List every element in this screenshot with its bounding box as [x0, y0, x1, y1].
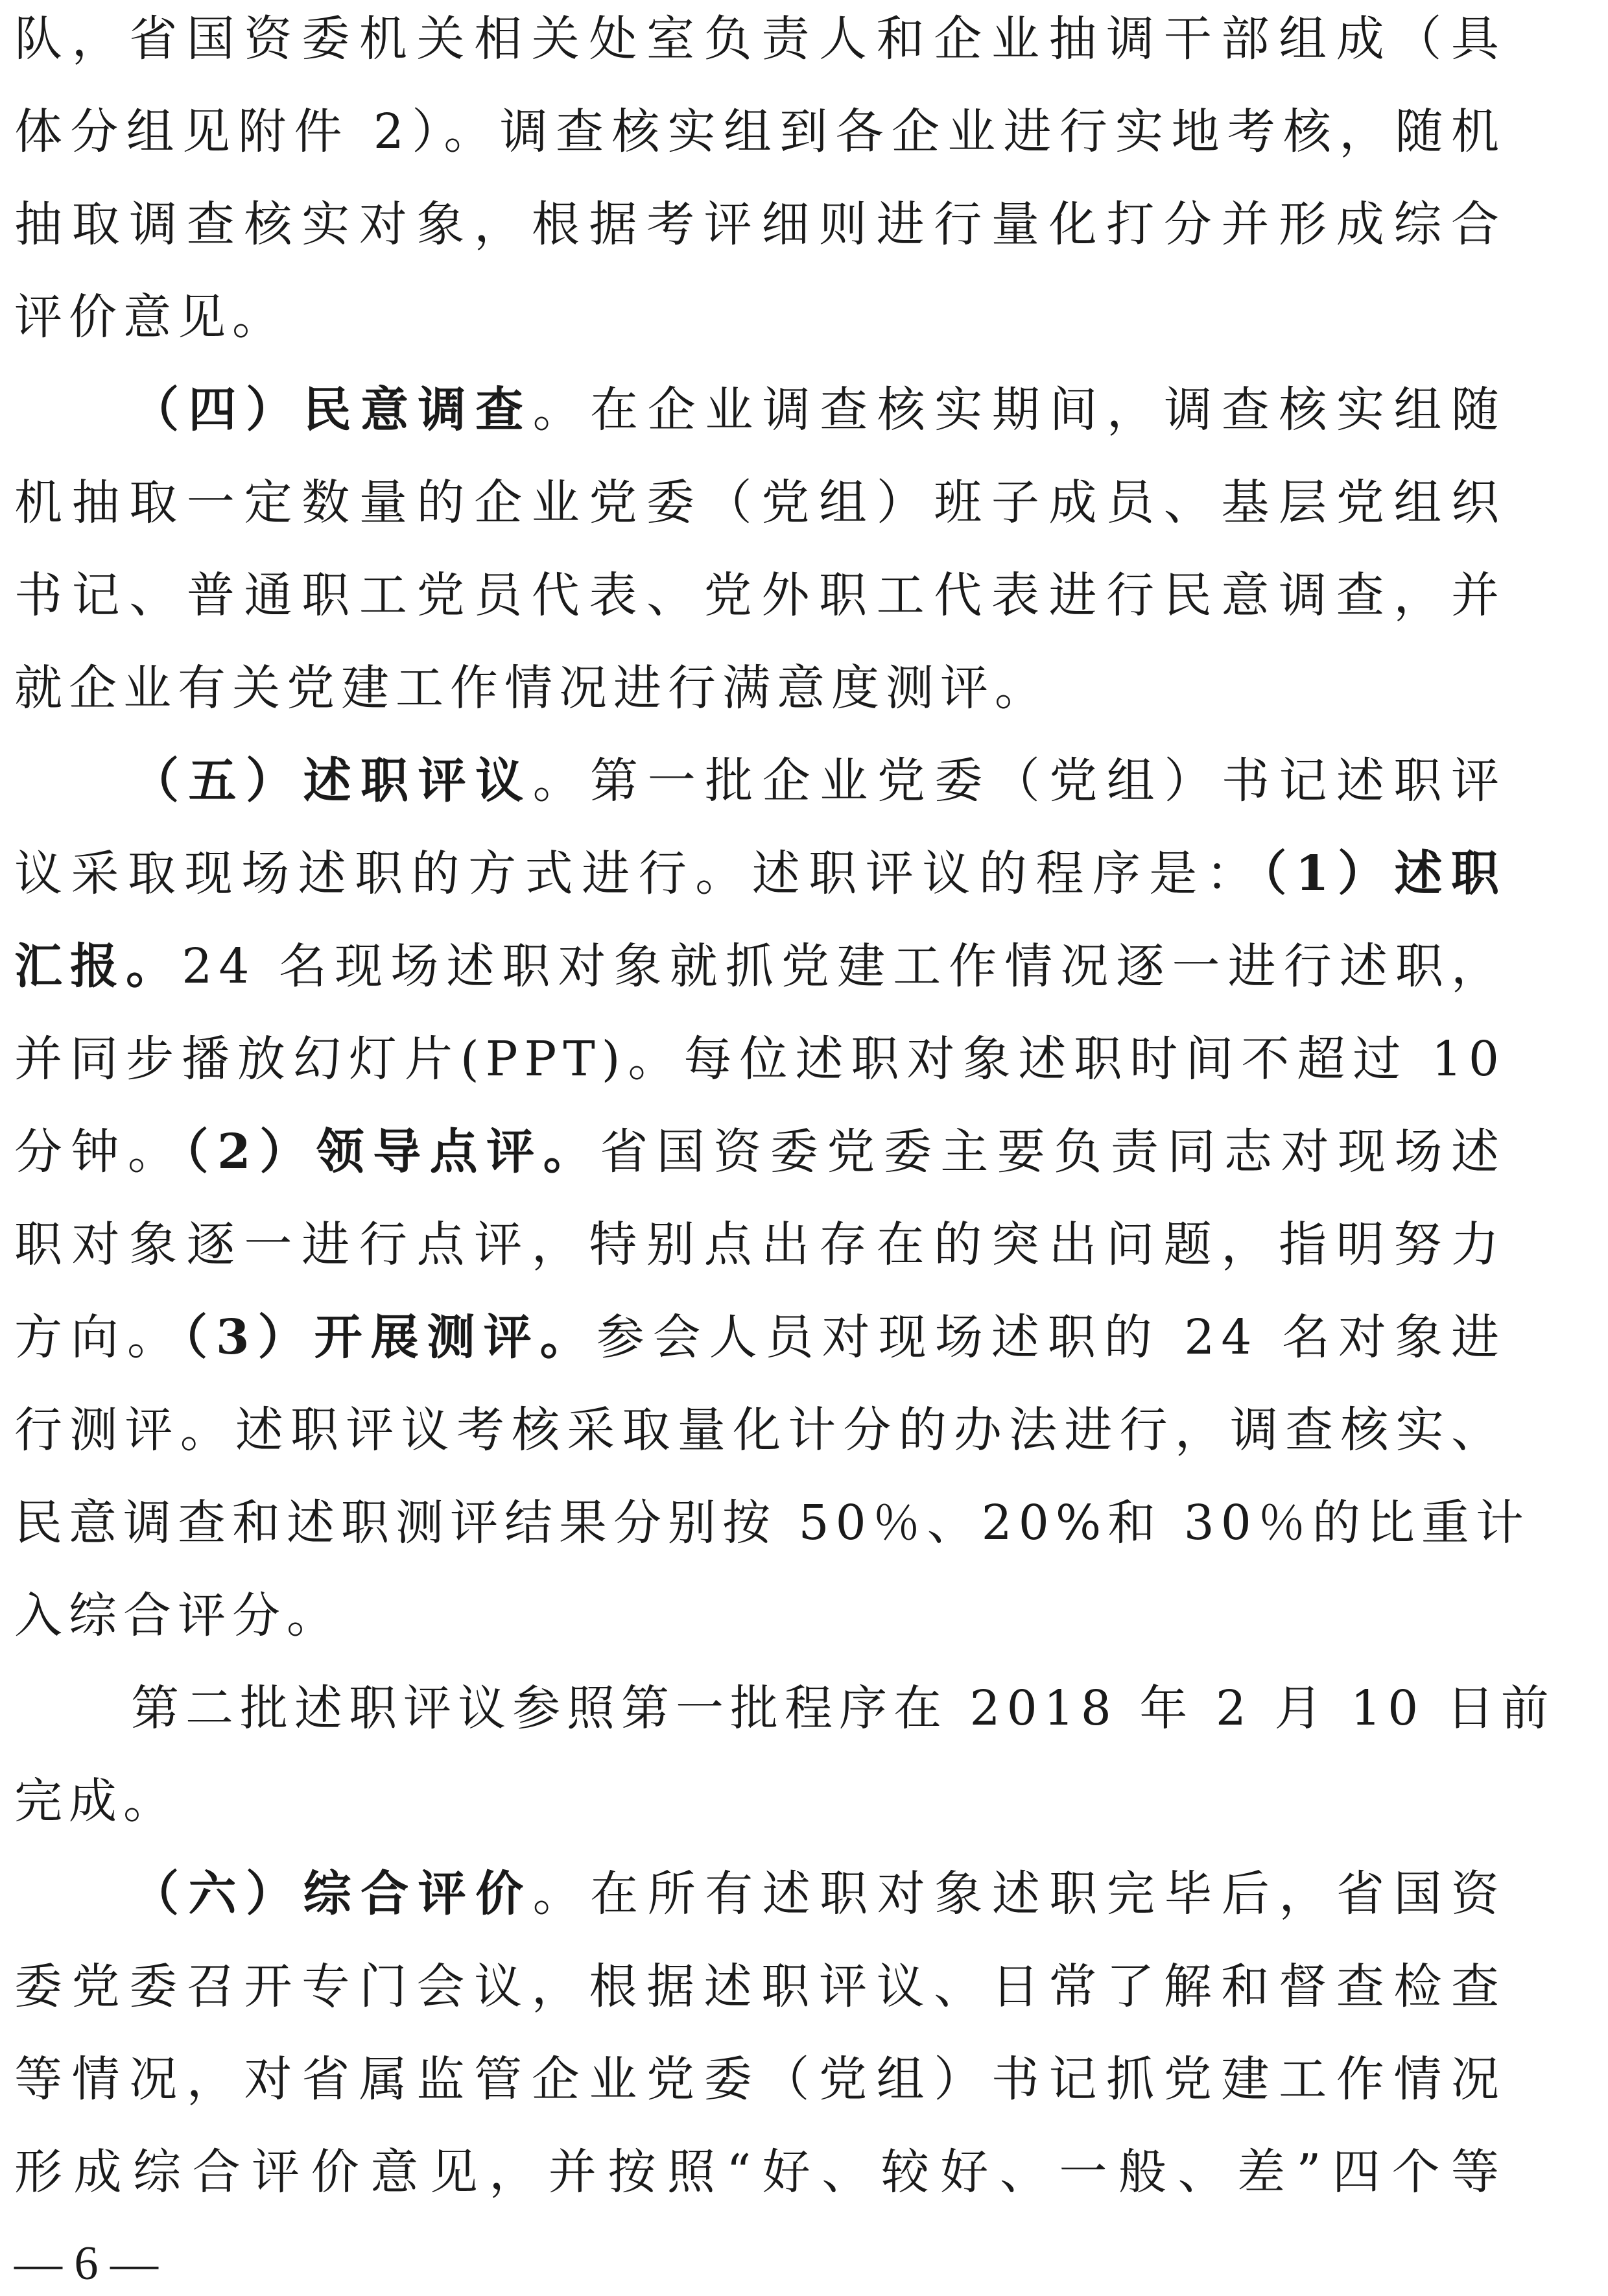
- section-heading-line: （五）述职评议。第一批企业党委（党组）书记述职评: [131, 753, 1506, 809]
- text-line: 委党委召开专门会议，根据述职评议、日常了解和督查检查: [14, 1959, 1506, 2015]
- text-line: 并同步播放幻灯片(PPT)。每位述职对象述职时间不超过 10: [14, 1031, 1506, 1087]
- text-line: 评价意见。: [14, 289, 287, 345]
- text-line: 职对象逐一进行点评，特别点出存在的突出问题，指明努力: [14, 1217, 1506, 1273]
- text-line: 等情况，对省属监管企业党委（党组）书记抓党建工作情况: [14, 2051, 1506, 2107]
- text-line: 体分组见附件 2）。调查核实组到各企业进行实地考核，随机: [14, 104, 1506, 160]
- section-heading: （六）综合评价: [131, 1866, 533, 1922]
- text-line: 方向。（3）开展测评。参会人员对现场述职的 24 名对象进: [14, 1309, 1506, 1365]
- text-line: 队，省国资委机关相关处室负责人和企业抽调干部组成（具: [14, 11, 1506, 67]
- section-heading-line: （四）民意调查。在企业调查核实期间，调查核实组随: [131, 382, 1506, 438]
- text-line: 形成综合评价意见，并按照“好、较好、一般、差”四个等: [14, 2144, 1506, 2200]
- text-line: 议采取现场述职的方式进行。述职评议的程序是：（1）述职: [14, 846, 1506, 902]
- text-line: 书记、普通职工党员代表、党外职工代表进行民意调查，并: [14, 568, 1506, 623]
- text-line: 分钟。（2）领导点评。省国资委党委主要负责同志对现场述: [14, 1124, 1506, 1180]
- text-line: 入综合评分。: [14, 1588, 341, 1644]
- text-line: 就企业有关党建工作情况进行满意度测评。: [14, 660, 1049, 716]
- text-line: 汇报。24 名现场述职对象就抓党建工作情况逐一进行述职，: [14, 939, 1506, 994]
- text-line: 抽取调查核实对象，根据考评细则进行量化打分并形成综合: [14, 197, 1506, 252]
- page-number: — 6 —: [14, 2237, 158, 2290]
- section-heading: （五）述职评议: [131, 753, 533, 809]
- text-line: 民意调查和述职测评结果分别按 50％、20%和 30％的比重计: [14, 1495, 1530, 1551]
- text-line: 行测评。述职评议考核采取量化计分的办法进行，调查核实、: [14, 1402, 1506, 1458]
- section-heading: （四）民意调查: [131, 382, 533, 438]
- text-line: 完成。: [14, 1773, 178, 1829]
- text-line: 第二批述职评议参照第一批程序在 2018 年 2 月 10 日前: [131, 1680, 1555, 1736]
- section-heading-line: （六）综合评价。在所有述职对象述职完毕后，省国资: [131, 1866, 1506, 1922]
- text-line: 机抽取一定数量的企业党委（党组）班子成员、基层党组织: [14, 475, 1506, 531]
